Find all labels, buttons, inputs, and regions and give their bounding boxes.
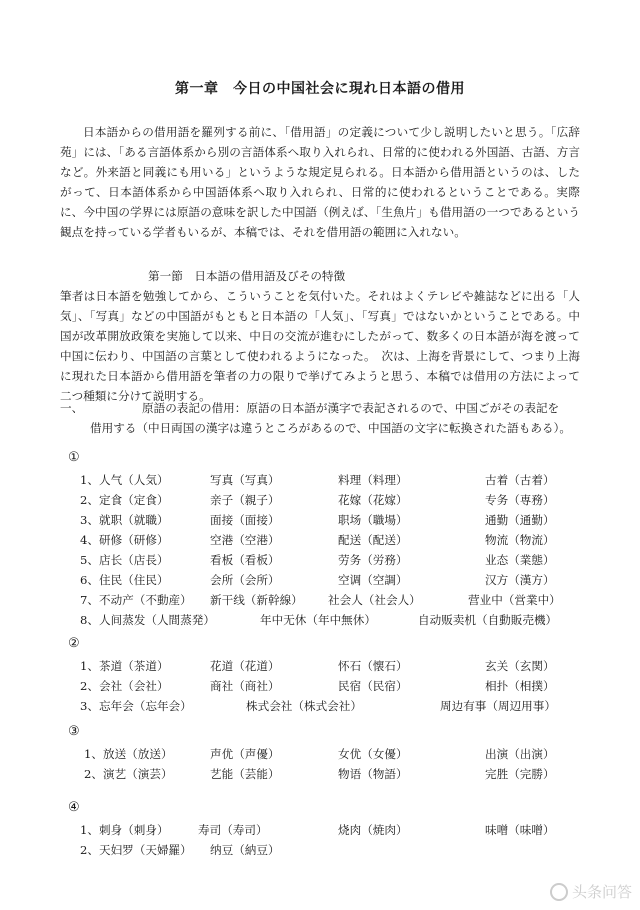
term-cell: 劳务（労務） — [338, 553, 408, 567]
term-cell: 女优（女優） — [338, 747, 408, 761]
term-cell: 料理（料理） — [338, 473, 408, 487]
term-cell: 纳豆（納豆） — [210, 843, 280, 857]
table-row — [80, 590, 580, 610]
term-cell: 周边有事（周辺用事） — [440, 699, 556, 713]
term-cell: 营业中（営業中） — [468, 593, 561, 607]
term-cell: 7、不动产（不動産） — [80, 593, 192, 607]
method-number: 一、 — [60, 401, 84, 415]
table-row — [80, 676, 580, 696]
group-mark: ① — [68, 450, 80, 465]
section-title: 第一節 日本語の借用語及びその特徴 — [148, 269, 346, 283]
term-cell: 物语（物語） — [338, 767, 408, 781]
table-row — [80, 470, 580, 490]
table-row — [80, 820, 580, 840]
table-row — [84, 764, 584, 784]
table-row — [80, 490, 580, 510]
term-cell: 声优（声優） — [210, 747, 280, 761]
table-row — [80, 840, 580, 860]
term-cell: 8、人间蒸发（人間蒸発） — [80, 613, 215, 627]
table-row — [80, 696, 580, 716]
term-cell: 配送（配送） — [338, 533, 408, 547]
term-cell: 寿司（寿司） — [198, 823, 268, 837]
term-cell: 新干线（新幹線） — [210, 593, 303, 607]
term-cell: 写真（写真） — [210, 473, 280, 487]
term-cell: 1、放送（放送） — [84, 747, 173, 761]
term-cell: 4、研修（研修） — [80, 533, 169, 547]
term-cell: 商社（商社） — [210, 679, 280, 693]
table-row — [80, 656, 580, 676]
watermark — [550, 881, 632, 902]
term-cell: 花道（花道） — [210, 659, 280, 673]
term-cell: 2、会社（会社） — [80, 679, 169, 693]
term-cell: 怀石（懐石） — [338, 659, 408, 673]
term-cell: 汉方（漢方） — [485, 573, 555, 587]
term-cell: 艺能（芸能） — [210, 767, 280, 781]
group-mark: ④ — [68, 800, 80, 815]
term-cell: 株式会社（株式会社） — [246, 699, 362, 713]
term-cell: 2、演艺（演芸） — [84, 767, 173, 781]
term-cell: 空调（空調） — [338, 573, 408, 587]
term-cell: 完胜（完勝） — [485, 767, 555, 781]
term-cell: 自动贩卖机（自動販売機） — [418, 613, 558, 627]
body-paragraph: 筆者は日本語を勉強してから、こういうことを気付いた。それはよくテレビや雑誌などに出る「人気」、「写真」などの中国語がもともと日本語の「人気」、「写真」ではないかということである。中国が改革開放政策を実施して以来、中日の交流が進むにしたがって、数多くの日本語が海を渡って中国に伝わり、中国語の言葉として使われるようになった。 次は、上海を背景にして、つまり上海に現れた日本語から借用語を筆者の力の限りで挙げてみようと思う、本稿では借用の方法によって二つ種類に分けて説明する。 — [60, 289, 580, 403]
watermark-text: 头条问答 — [571, 883, 632, 901]
table-row — [80, 570, 580, 590]
term-cell: 玄关（玄関） — [485, 659, 555, 673]
term-cell: 1、人气（人気） — [80, 473, 169, 487]
term-cell: 面接（面接） — [210, 513, 280, 527]
term-cell: 花嫁（花嫁） — [338, 493, 408, 507]
term-cell: 2、天妇罗（天婦羅） — [80, 843, 192, 857]
term-cell: 烧肉（焼肉） — [338, 823, 408, 837]
term-cell: 古着（古着） — [485, 473, 555, 487]
term-cell: 味噌（味噌） — [485, 823, 555, 837]
intro-paragraph: 日本語からの借用語を羅列する前に、「借用語」の定義について少し説明したいと思う。「広辞苑」には、「ある言語体系から別の言語体系へ取り入れられ、日常的に使われる外国語、古語、方言など。外来語と同義にも用いる」というような規定見られる。日本語から借用語というのは、したがって、日本語体系から中国語体系へ取り入れられ、日常的に使われるということである。実際に、今中国の学界には原語の意味を訳した中国語（例えば、「生魚片」も借用語の一つであるという観点を持っている学者もいるが、本稿では、それを借用語の範囲に入れない。 — [60, 125, 580, 239]
term-cell: 3、就职（就職） — [80, 513, 169, 527]
term-cell: 3、忘年会（忘年会） — [80, 699, 192, 713]
term-cell: 通勤（通勤） — [485, 513, 555, 527]
term-cell: 5、店长（店長） — [80, 553, 169, 567]
term-cell: 1、茶道（茶道） — [80, 659, 169, 673]
watermark-logo-icon — [550, 883, 568, 901]
term-cell: 专务（専務） — [485, 493, 555, 507]
term-cell: 6、住民（住民） — [80, 573, 169, 587]
chapter-title: 第一章 今日の中国社会に現れ日本語の借用 — [175, 81, 465, 97]
table-row — [84, 744, 584, 764]
term-cell: 2、定食（定食） — [80, 493, 169, 507]
term-cell: 亲子（親子） — [210, 493, 280, 507]
term-cell: 看板（看板） — [210, 553, 280, 567]
method-continuation: 借用する（中日両国の漢字は違うところがあるので、中国語の文字に転換された語もある）。 — [90, 421, 571, 435]
table-row — [80, 530, 580, 550]
term-cell: 业态（業態） — [485, 553, 555, 567]
table-row — [80, 550, 580, 570]
term-cell: 物流（物流） — [485, 533, 555, 547]
term-cell: 民宿（民宿） — [338, 679, 408, 693]
group-mark: ② — [68, 636, 80, 651]
term-cell: 社会人（社会人） — [328, 593, 421, 607]
term-cell: 职场（職場） — [338, 513, 408, 527]
term-cell: 出演（出演） — [485, 747, 555, 761]
table-row — [80, 610, 580, 630]
group-mark: ③ — [68, 724, 80, 739]
table-row — [80, 510, 580, 530]
term-cell: 会所（会所） — [210, 573, 280, 587]
term-cell: 1、刺身（刺身） — [80, 823, 169, 837]
term-cell: 相扑（相撲） — [485, 679, 555, 693]
term-cell: 空港（空港） — [210, 533, 280, 547]
method-text: 原語の表記の借用：原語の日本語が漢字で表記されるので、中国ごがその表記を — [142, 401, 560, 415]
term-cell: 年中无休（年中無休） — [260, 613, 376, 627]
